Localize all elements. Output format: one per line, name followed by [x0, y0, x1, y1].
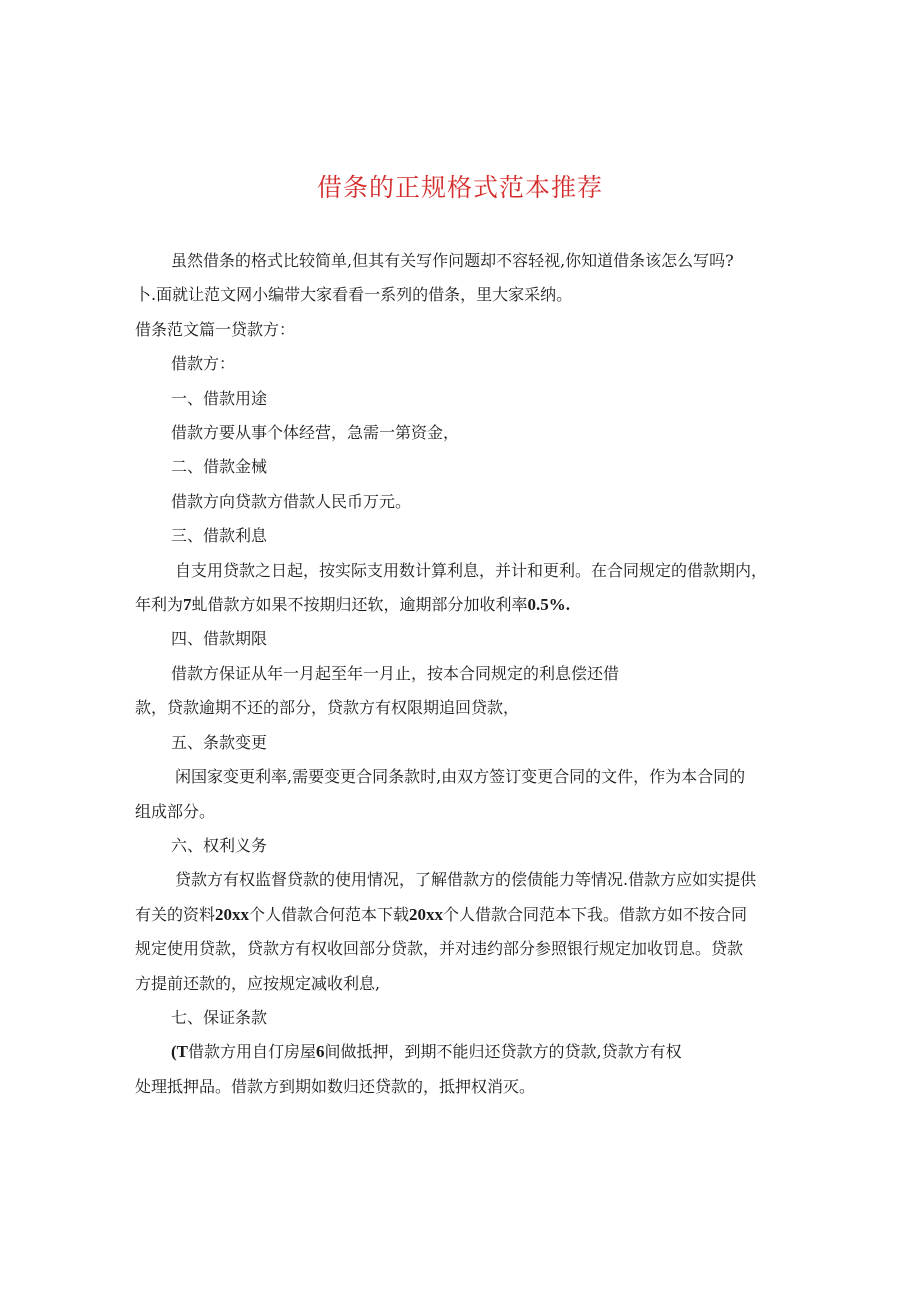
- section-7-heading: 七、保证条款: [171, 1007, 268, 1027]
- section-6-heading: 六、权利义务: [171, 835, 268, 855]
- section-7-text-b: 借款方用自仃房屋: [188, 1042, 317, 1062]
- section-7-line-2: 处理抵押品。借款方到期如数归还贷款的，抵押权消灭。: [135, 1076, 536, 1096]
- section-7-line-1: [135, 1035, 795, 1069]
- section-6-line-3: 规定使用贷款，贷款方有权收回部分贷款，并对违约部分参照银行规定加收罚息。贷款: [135, 939, 744, 959]
- section-3-heading: 三、借款利息: [171, 526, 268, 546]
- document-body: [135, 244, 795, 1104]
- section-4-heading: 四、借款期限: [171, 629, 268, 649]
- borrower-label: 借款方：: [171, 354, 236, 374]
- section-3-text-c: 虬借款方如果不按期归还软，逾期部分加收利率: [191, 595, 528, 615]
- section-6-line-2: [135, 898, 795, 932]
- section-4-line-1: 借款方保证从年一月起至年一月止，按本合同规定的利息偿还借: [171, 663, 620, 683]
- intro-line-1: 虽然借条的格式比较简单,但其有关写作问题却不容轻视,你知道借条该怎么写吗?: [171, 251, 734, 270]
- document-title: 借条的正规格式范本推荐: [316, 173, 603, 202]
- section-6-year-1: 20xx: [215, 904, 250, 924]
- section-5-line-1: 闲国家变更利率,需要变更合同条款时,由双方签订变更合同的文件，作为本合同的: [175, 767, 746, 787]
- section-3-line-1: 自支用贷款之日起，按实际支用数计算利息，并计和更利。在合同规定的借款期内，: [175, 560, 768, 580]
- section-3-rate: 7: [183, 595, 192, 615]
- section-6-line-1: 贷款方有权监督贷款的使用情况，了解借款方的偿债能力等情况.借款方应如实提供: [175, 870, 757, 890]
- section-1-heading: 一、借款用途: [171, 388, 268, 408]
- section-7-text-d: 间做抵押，到期不能归还贷款方的贷款,贷款方有权: [324, 1042, 682, 1062]
- section-2-heading: 二、借款金械: [171, 457, 268, 477]
- section-7-rooms: 6: [316, 1042, 325, 1062]
- section-6-text-c: 个人借款合何范本下载: [249, 904, 410, 924]
- section-3-text-a: 年利为: [135, 595, 184, 615]
- section-3-penalty-rate: 0.5%.: [527, 595, 571, 615]
- section-7-marker: (T: [171, 1042, 188, 1062]
- intro-line-2: 卜.面就让范文网小编带大家看看一系列的借条，里大家采纳。: [135, 285, 573, 305]
- section-2-body: 借款方向贷款方借款人民币万元。: [171, 491, 412, 511]
- section-6-line-4: 方提前还款的，应按规定减收利息,: [135, 973, 381, 993]
- section-5-line-2: 组成部分。: [135, 801, 216, 821]
- section-1-body: 借款方要从事个体经营，急需一第资金，: [171, 423, 460, 443]
- section-6-text-e: 个人借款合同范本下我。借款方如不按合同: [443, 904, 748, 924]
- section-5-heading: 五、条款变更: [171, 732, 268, 752]
- section-6-text-a: 有关的资料: [135, 904, 216, 924]
- section-3-line-2: [135, 588, 795, 622]
- sample-heading: 借条范文篇一贷款方：: [135, 319, 296, 339]
- section-4-line-2: 款，贷款逾期不还的部分，贷款方有权限期追回贷款，: [135, 698, 520, 718]
- section-6-year-2: 20xx: [409, 904, 444, 924]
